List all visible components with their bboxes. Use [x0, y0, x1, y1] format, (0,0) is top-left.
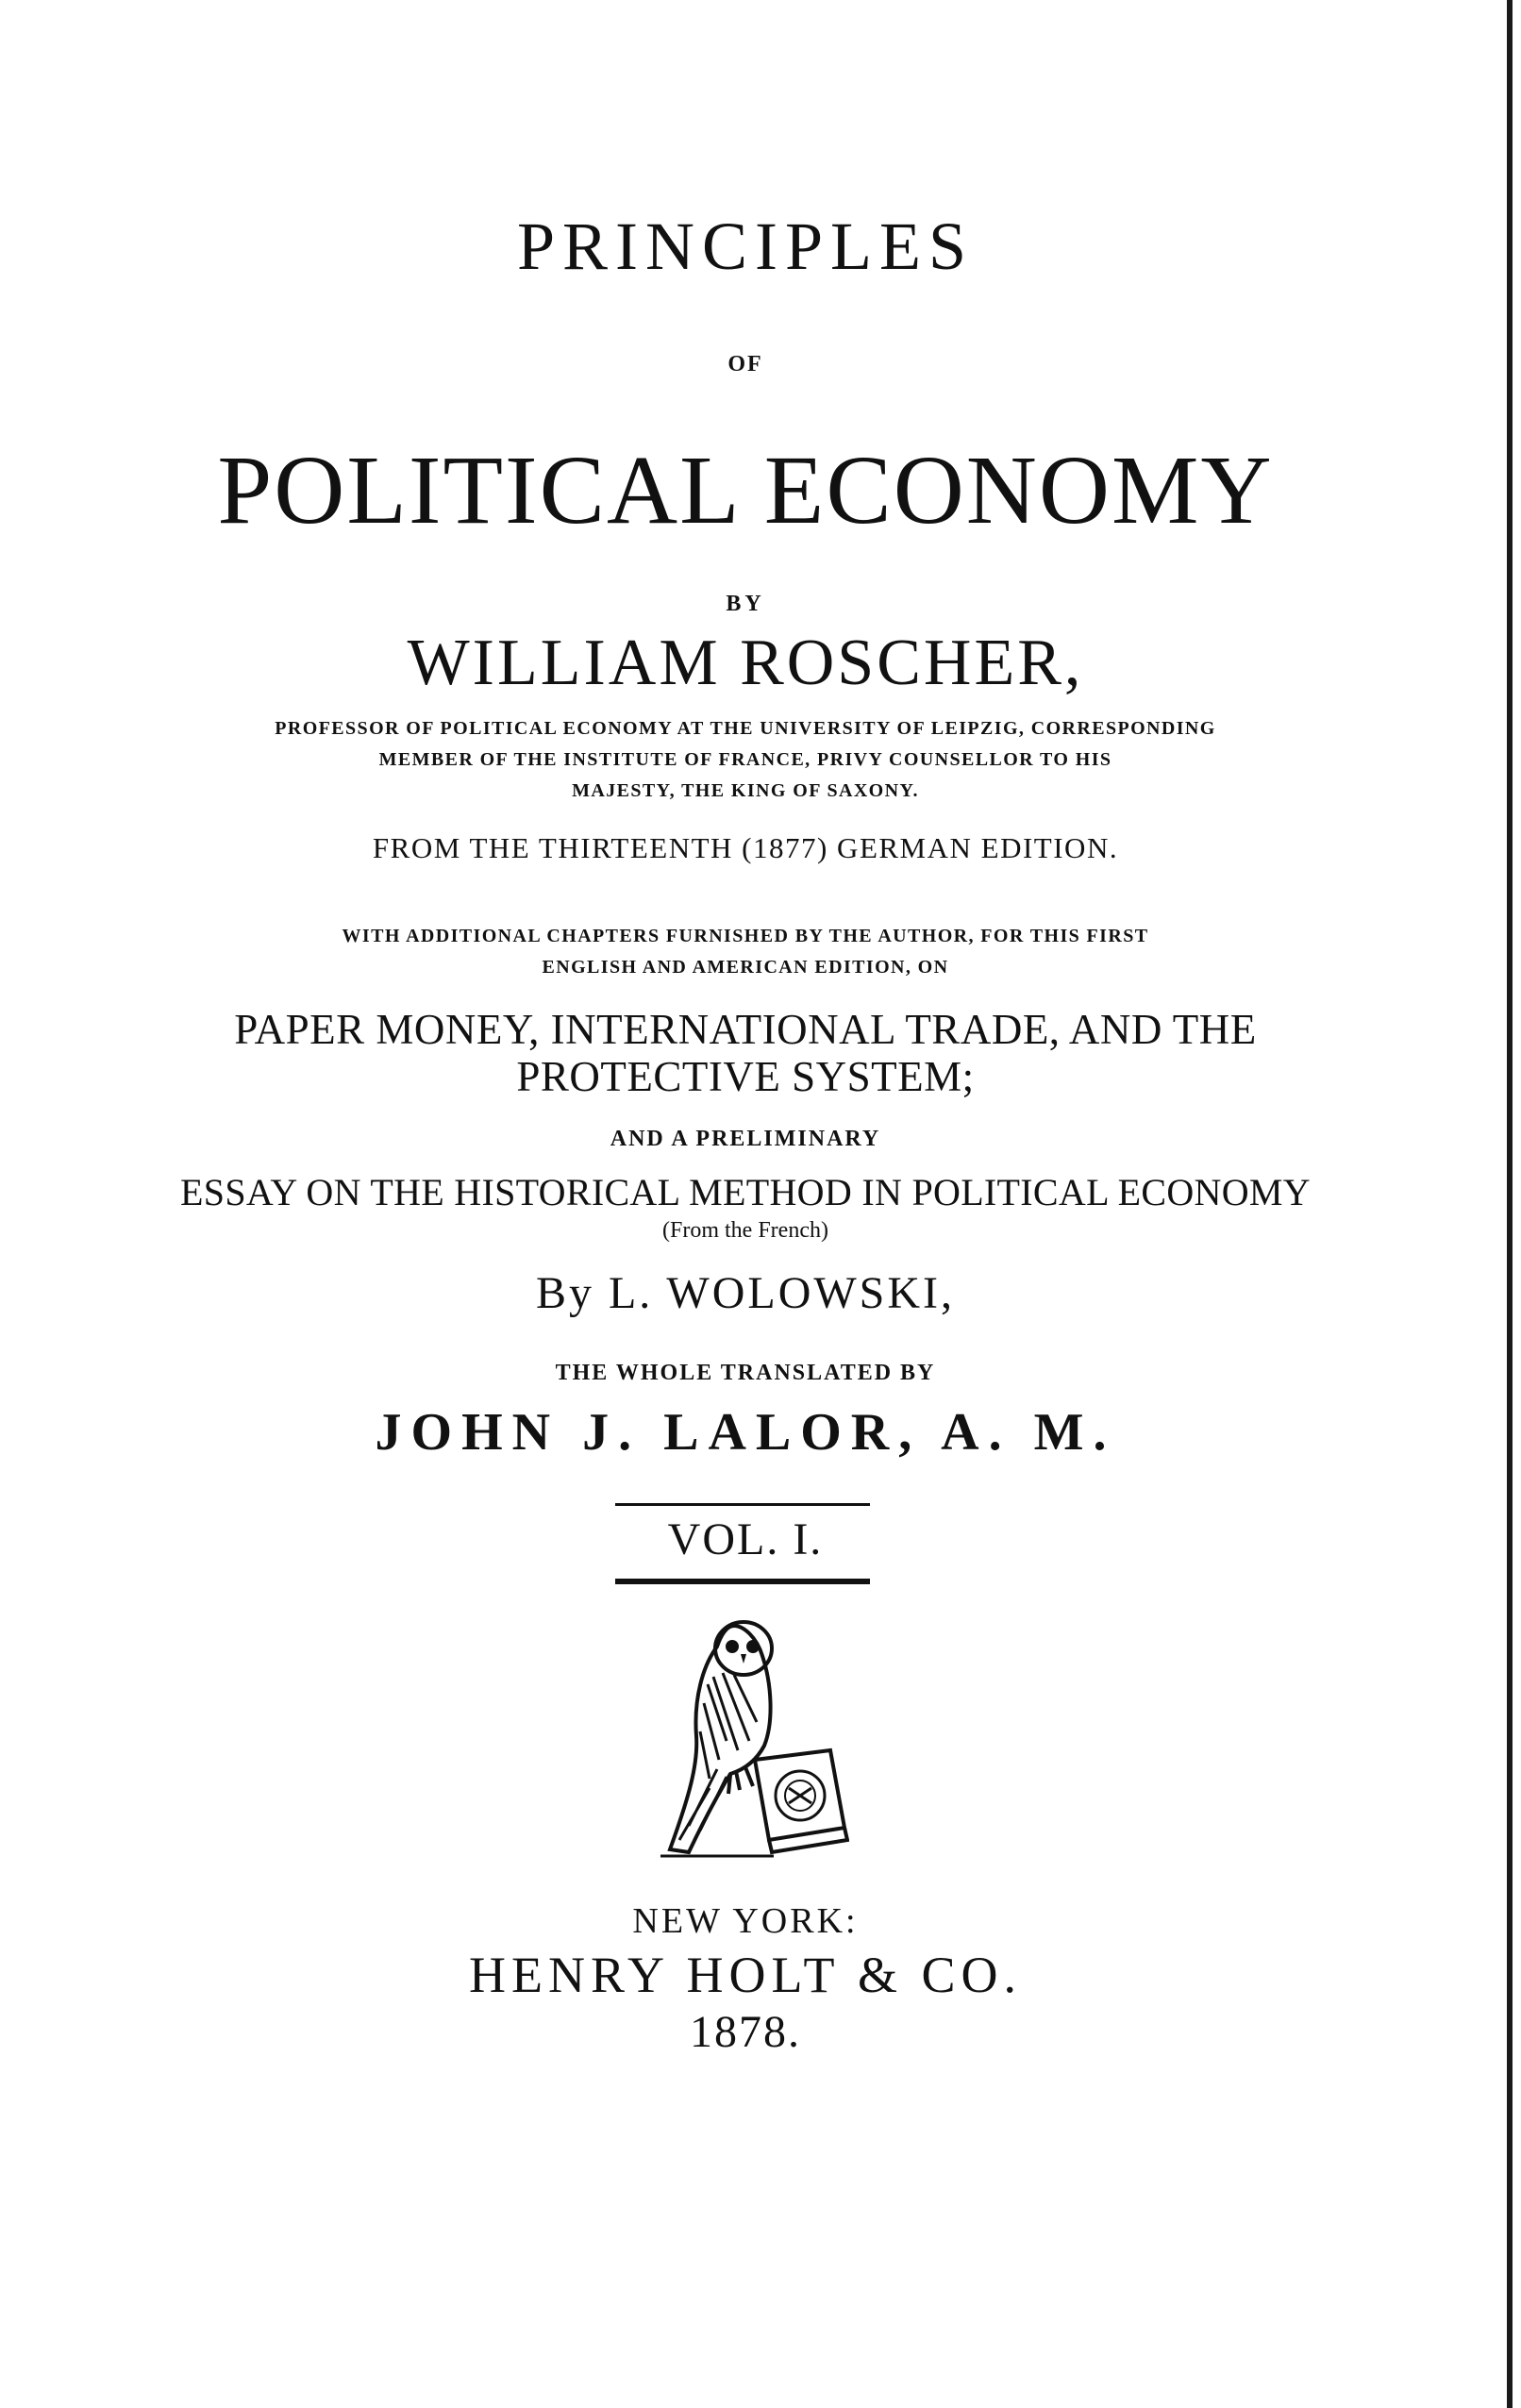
essay-title: ESSAY ON THE HISTORICAL METHOD IN POLITICAL ECONOMY: [180, 1171, 1311, 1213]
volume-number: VOL. I.: [667, 1514, 824, 1564]
topics-line: PAPER MONEY, INTERNATIONAL TRADE, AND THE: [234, 1006, 1257, 1053]
additional-line: WITH ADDITIONAL CHAPTERS FURNISHED BY THE AUTHOR, FOR THIS FIRST: [342, 926, 1149, 946]
additional-topics: [0, 1006, 1491, 1100]
credentials-line: PROFESSOR OF POLITICAL ECONOMY AT THE UNIVERSITY OF LEIPZIG, CORRESPONDING: [275, 718, 1216, 739]
translator-name: JOHN J. LALOR, A. M.: [375, 1403, 1116, 1462]
page-edge-rule: [1507, 0, 1513, 2408]
edition-statement: FROM THE THIRTEENTH (1877) GERMAN EDITION.: [372, 831, 1119, 864]
book-title-principles: PRINCIPLES: [516, 209, 975, 284]
essay-author: By L. WOLOWSKI,: [535, 1268, 956, 1318]
author-credentials: [0, 713, 1491, 807]
book-title-subject: POLITICAL ECONOMY: [217, 436, 1274, 544]
credentials-line: MEMBER OF THE INSTITUTE OF FRANCE, PRIVY COUNSELLOR TO HIS: [378, 749, 1112, 770]
credentials-line: MAJESTY, THE KING OF SAXONY.: [572, 780, 919, 801]
volume-rule-top: [615, 1503, 870, 1506]
translated-by-label: THE WHOLE TRANSLATED BY: [555, 1361, 936, 1385]
book-title-of: OF: [727, 352, 763, 376]
additional-chapters-note: [0, 921, 1491, 983]
imprint-year: 1878.: [690, 2007, 801, 2057]
owl-emblem-icon: [651, 1609, 849, 1864]
by-label: BY: [726, 592, 765, 616]
additional-line: ENGLISH AND AMERICAN EDITION, ON: [542, 957, 949, 978]
imprint-publisher: HENRY HOLT & CO.: [468, 1947, 1023, 2003]
topics-line: PROTECTIVE SYSTEM;: [516, 1053, 975, 1100]
preliminary-label: AND A PRELIMINARY: [610, 1127, 881, 1151]
volume-rule-bottom: [615, 1579, 870, 1584]
imprint-place: NEW YORK:: [632, 1901, 859, 1941]
author-name: WILLIAM ROSCHER,: [407, 627, 1084, 699]
from-french-note: (From the French): [662, 1218, 828, 1243]
